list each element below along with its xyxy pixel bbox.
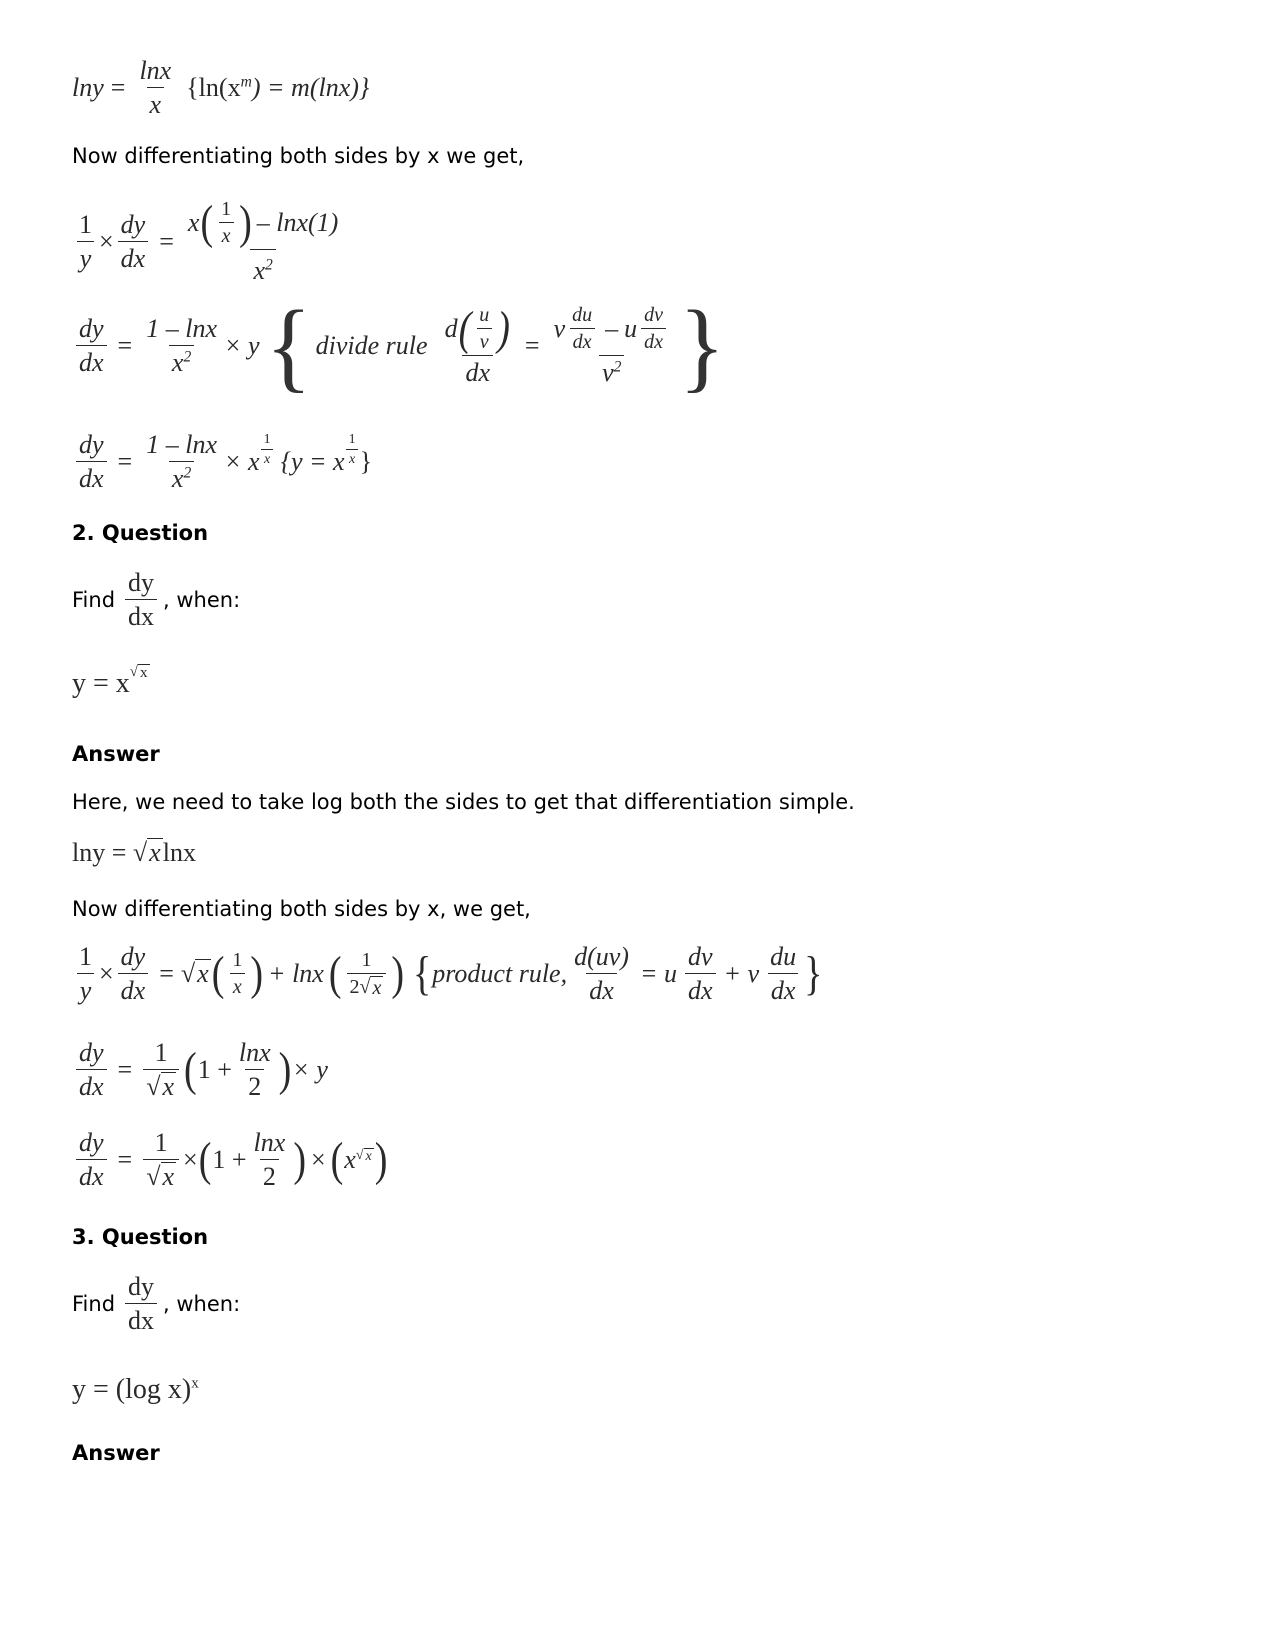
- eq-lhs: lny: [72, 72, 104, 102]
- question-2-given: y = x $^{√ x}$: [72, 663, 148, 699]
- question-2-prompt: Find $\frac{dy}{dx}$ , when:: [72, 568, 241, 631]
- question-3-prompt: Find $\frac{dy}{dx}$ , when:: [72, 1272, 241, 1335]
- equation-divide-rule: $\frac{dy}{dx}$ = $\frac{1 - \ln x}{x^2}$ × y { divide rule d ( $\frac{u}{v}$ ) dx = v $\frac{du}{dx}$ – u $\frac{dv}{dx}$ $v^2$ }: [72, 298, 725, 394]
- question-2-answer-label: Answer: [72, 742, 160, 766]
- equation-derivative-1: $\frac{1}{y}$ × $\frac{dy}{dx}$ = x ( $\frac{1}{x}$ ) – lnx(1) $x^2$: [72, 198, 345, 286]
- equation-result-2b: $\frac{dy}{dx}$ = 1 √ x × ( 1 + $\frac{\ln x}{2}$ ) × ( x $^{√ x}$ ): [72, 1128, 388, 1192]
- fraction: $\frac{\ln x}{x}$: [139, 56, 172, 119]
- answer-intro-text: Here, we need to take log both the sides to get that differentiation simple.: [72, 790, 855, 814]
- question-3-answer-label: Answer: [72, 1441, 160, 1465]
- equation-product-rule: $\frac{1}{y}$ × $\frac{dy}{dx}$ = √ x ( $\frac{1}{x}$ ) + lnx ( 1 2 √ x ) { product rule, $\frac{d(uv)}{dx}$ = u $\frac{dv}{dx}$ + v $\frac{du}{dx}$ }: [72, 942, 823, 1006]
- equation-log-form: lny = $\frac{\ln x}{x}$ $\{\ln(x^m) = m(\ln x)\}$: [72, 56, 370, 119]
- instruction-text-2: Now differentiating both sides by x, we get,: [72, 897, 531, 921]
- instruction-text: Now differentiating both sides by x we get,: [72, 144, 525, 168]
- question-2-heading: 2. Question: [72, 521, 209, 545]
- question-3-heading: 3. Question: [72, 1225, 209, 1249]
- product-rule-label: product rule,: [432, 958, 568, 988]
- divide-rule-label: divide rule: [315, 331, 428, 360]
- equation-log-sqrt: lny = √ x lnx: [72, 838, 196, 867]
- equation-result-1: $\frac{dy}{dx}$ = $\frac{1 - \ln x}{x^2}$ × x $\frac{1}{x}$ {y = x $\frac{1}{x}$ }: [72, 430, 372, 494]
- equation-result-2a: $\frac{dy}{dx}$ = 1 √ x ( 1 + $\frac{\ln x}{2}$ ) × y: [72, 1038, 328, 1102]
- log-property-note: $\{\ln(x^m) = m(\ln x)\}$: [186, 72, 370, 102]
- question-3-given: y = (log x)$^x$: [72, 1374, 199, 1405]
